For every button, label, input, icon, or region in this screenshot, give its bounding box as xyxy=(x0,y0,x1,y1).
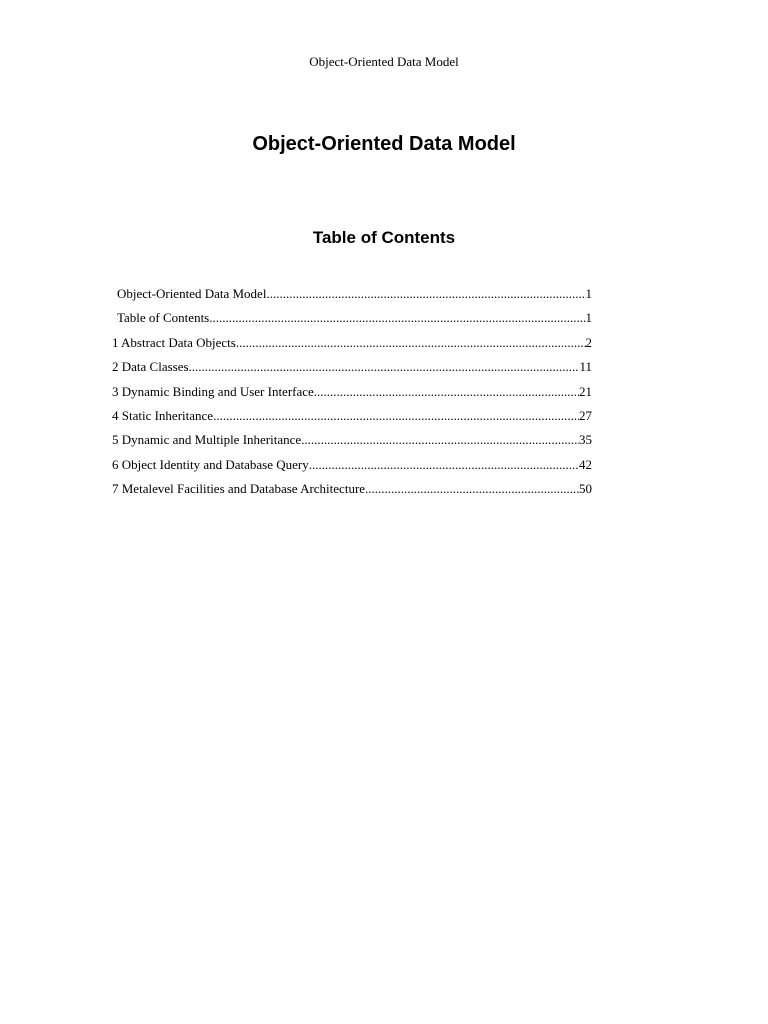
toc-entry[interactable] xyxy=(112,382,592,406)
toc-entry[interactable] xyxy=(112,455,592,479)
toc-entry[interactable] xyxy=(112,308,592,332)
toc-entry-page: 1 xyxy=(585,310,592,326)
toc-entry-label: 7 Metalevel Facilities and Database Architecture xyxy=(112,481,366,497)
toc-dot-leader xyxy=(301,430,579,450)
toc-dot-leader xyxy=(266,284,585,304)
toc-dot-leader xyxy=(189,357,580,377)
toc-entry-label: 6 Object Identity and Database Query xyxy=(112,456,309,472)
toc-entry-page: 21 xyxy=(579,383,592,399)
toc-entry-page: 50 xyxy=(579,481,592,497)
toc-entry-label: 2 Data Classes xyxy=(112,359,189,375)
toc-entry-label: Table of Contents xyxy=(117,310,210,326)
toc-entry-label: 4 Static Inheritance xyxy=(112,407,214,423)
toc-entry-label: 1 Abstract Data Objects xyxy=(112,334,236,350)
toc-entry-page: 42 xyxy=(579,456,592,472)
running-header: Object-Oriented Data Model xyxy=(309,54,459,69)
toc-entry[interactable] xyxy=(112,357,592,381)
toc-entry-label: 5 Dynamic and Multiple Inheritance xyxy=(112,432,302,448)
toc-entry[interactable] xyxy=(112,430,592,454)
toc-entry-page: 11 xyxy=(579,359,592,375)
toc-dot-leader xyxy=(236,333,586,353)
toc-heading: Table of Contents xyxy=(312,228,456,247)
toc-dot-leader xyxy=(314,382,579,402)
toc-entry-page: 27 xyxy=(579,407,592,423)
toc-entry-page: 1 xyxy=(585,286,592,301)
toc-dot-leader xyxy=(365,479,579,499)
table-of-contents xyxy=(112,284,592,504)
toc-dot-leader xyxy=(213,406,579,426)
toc-entry-label: 3 Dynamic Binding and User Interface xyxy=(112,383,314,399)
toc-entry[interactable] xyxy=(112,479,592,503)
toc-entry[interactable] xyxy=(112,406,592,430)
toc-entry-label: Object-Oriented Data Model xyxy=(117,286,267,301)
toc-entry-page: 2 xyxy=(585,334,592,350)
toc-entry-page: 35 xyxy=(579,432,592,448)
toc-entry[interactable] xyxy=(112,284,592,308)
toc-dot-leader xyxy=(209,308,585,328)
document-title: Object-Oriented Data Model xyxy=(252,133,516,155)
toc-dot-leader xyxy=(309,455,579,475)
toc-entry[interactable] xyxy=(112,333,592,357)
